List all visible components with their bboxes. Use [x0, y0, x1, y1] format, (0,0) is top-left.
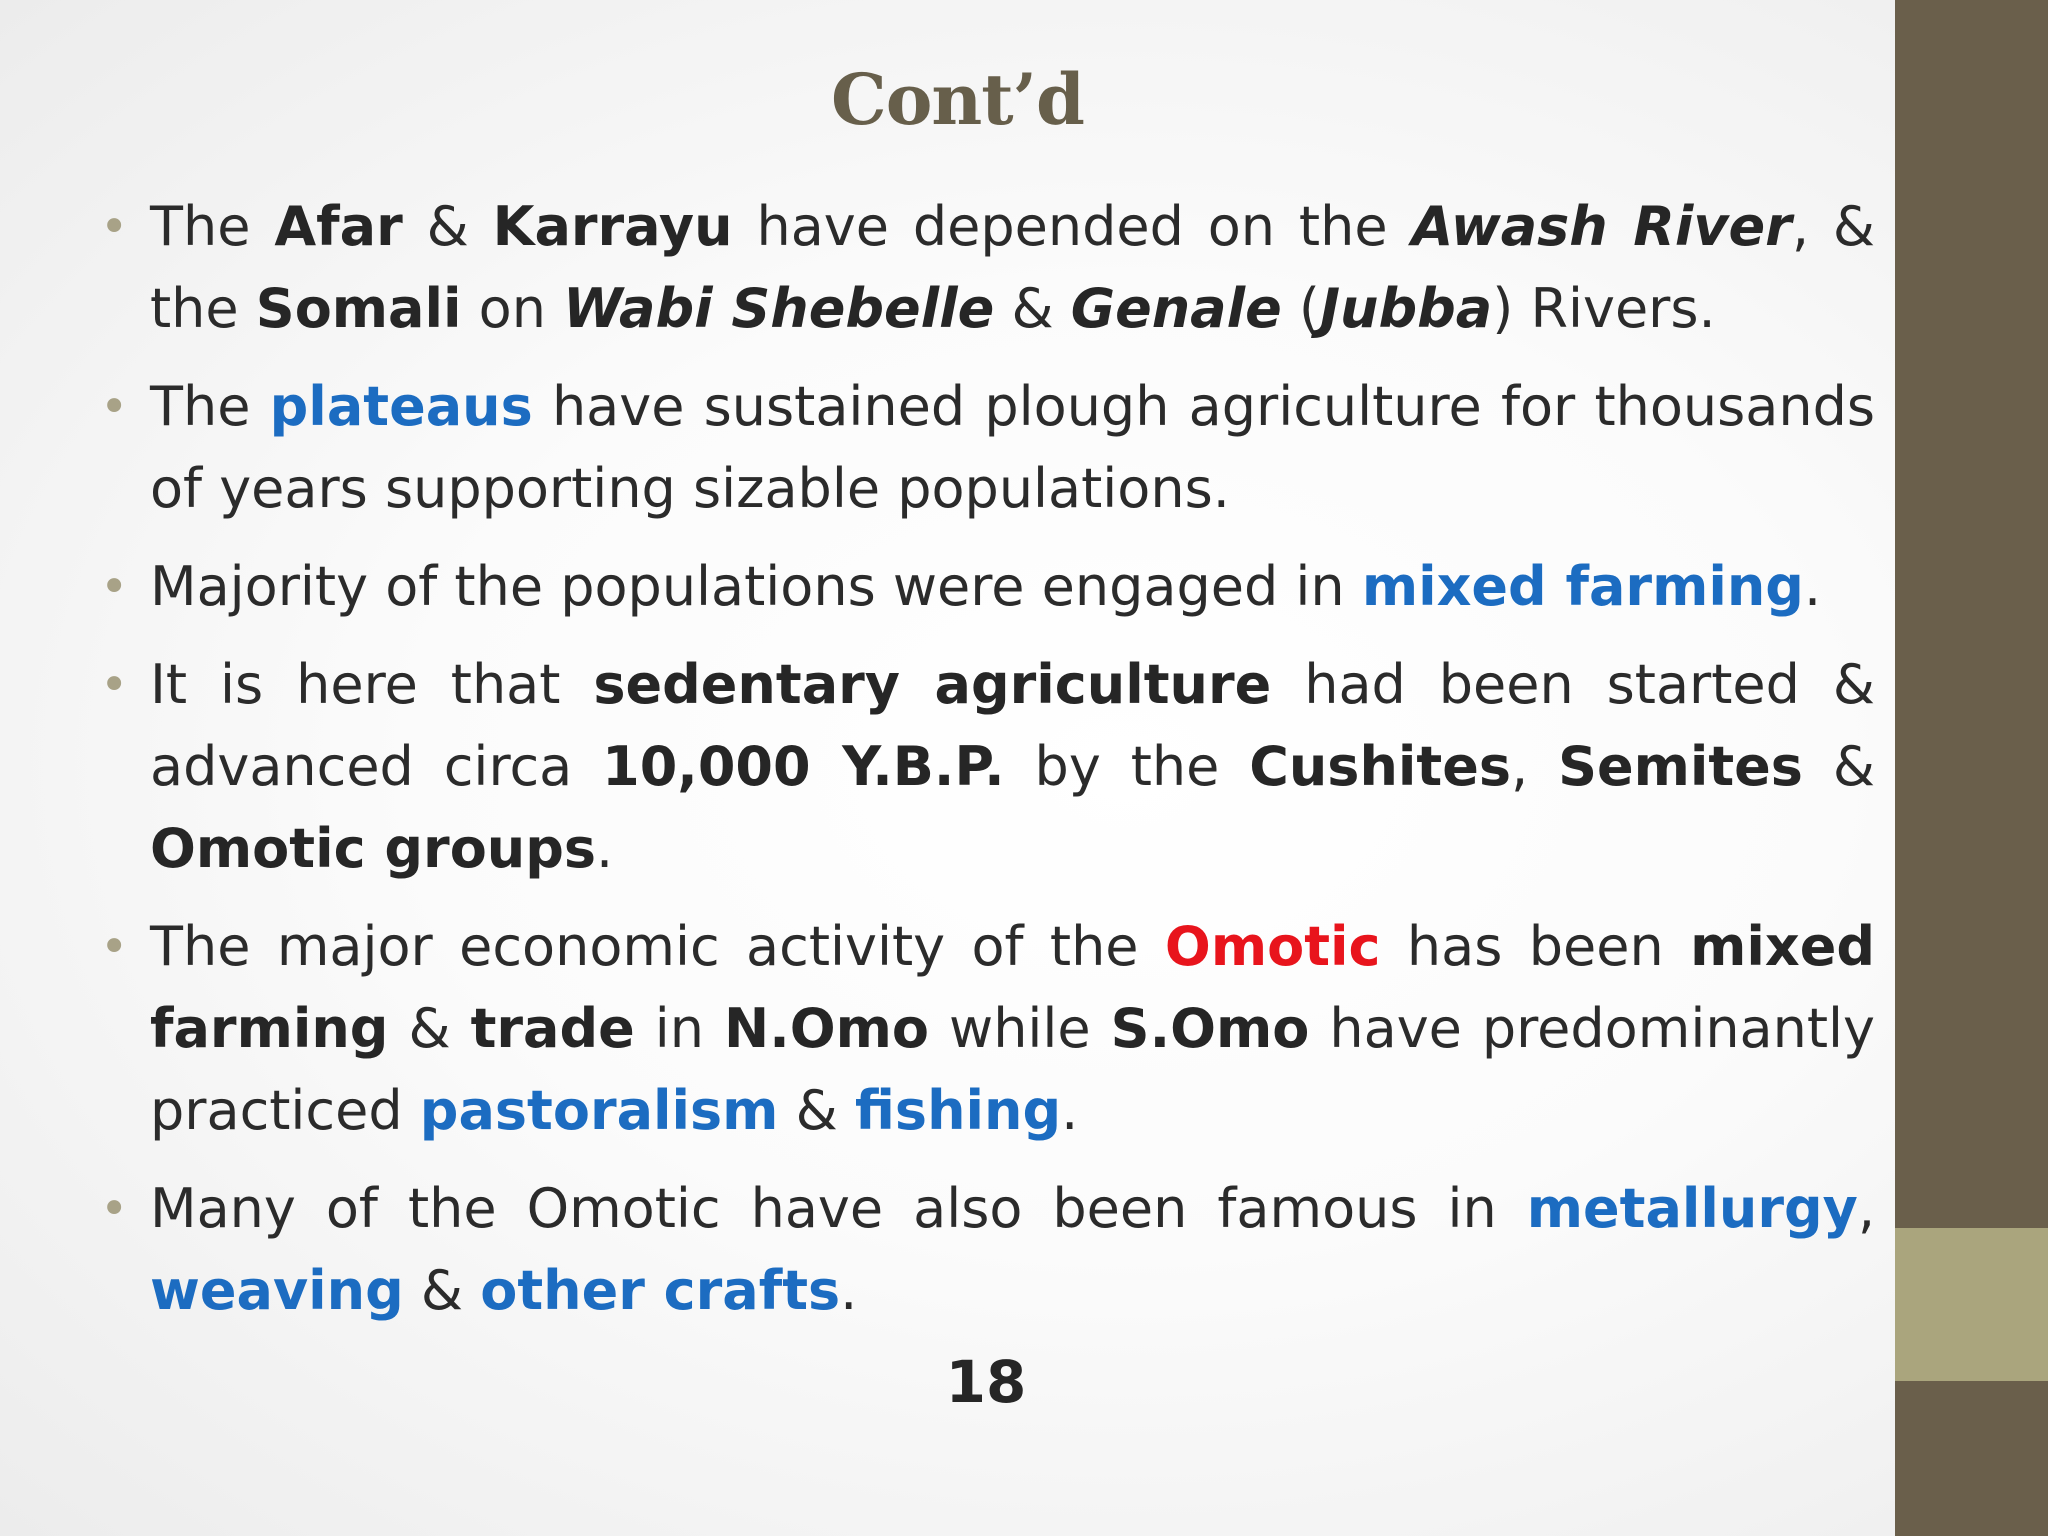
bullet-item — [100, 186, 1875, 350]
bold-italic-text: Jubba — [1319, 277, 1493, 340]
page-number: 18 — [945, 1348, 1027, 1416]
text-run: & — [388, 997, 471, 1060]
text-run: had been started & advanced circa — [150, 653, 1875, 798]
bold-text: Afar — [274, 195, 403, 258]
bold-text: Omotic groups — [150, 817, 597, 880]
text-run: has been — [1380, 915, 1691, 978]
text-run: ( — [1281, 277, 1320, 340]
bold-text: Cushites — [1249, 735, 1511, 798]
text-run: & — [402, 195, 493, 258]
bullet-dot-icon: • — [100, 657, 129, 713]
highlight-blue-text: pastoralism — [419, 1079, 779, 1142]
bullet-item — [100, 906, 1875, 1152]
bold-text: Karrayu — [492, 195, 733, 258]
text-run: on — [461, 277, 564, 340]
bold-italic-text: Genale — [1070, 277, 1282, 340]
bullet-dot-icon: • — [100, 1181, 129, 1237]
bullet-item — [100, 644, 1875, 890]
bold-text: sedentary agriculture — [593, 653, 1272, 716]
bullet-dot-icon: • — [100, 919, 129, 975]
text-run: , — [1510, 735, 1559, 798]
text-run: in — [634, 997, 725, 1060]
text-run: & — [1802, 735, 1875, 798]
highlight-blue-text: weaving — [150, 1259, 404, 1322]
highlight-blue-text: other crafts — [480, 1259, 841, 1322]
bold-text: Somali — [255, 277, 462, 340]
bullet-item — [100, 366, 1875, 530]
bold-italic-text: Awash River — [1411, 195, 1792, 258]
text-run: The major economic activity of the — [150, 915, 1165, 978]
text-run: Majority of the populations were engaged in — [150, 555, 1362, 618]
bullet-dot-icon: • — [100, 379, 129, 435]
text-run: & — [994, 277, 1071, 340]
bullet-item — [100, 546, 1875, 628]
bullet-item — [100, 1168, 1875, 1332]
text-run: while — [929, 997, 1111, 1060]
text-run: , & the — [150, 195, 1875, 340]
text-run: The — [150, 195, 275, 258]
bold-text: mixed farming — [150, 915, 1875, 1060]
text-run: have depended on the — [732, 195, 1412, 258]
bold-text: Semites — [1558, 735, 1803, 798]
text-run: ) Rivers. — [1492, 277, 1716, 340]
text-run: have sustained plough agriculture for thousands of years supporting sizable populations. — [150, 375, 1875, 520]
text-run: by the — [1004, 735, 1250, 798]
text-run: Many of the Omotic have also been famous in — [150, 1177, 1527, 1240]
text-run: . — [1061, 1079, 1079, 1142]
text-run: . — [1803, 555, 1822, 618]
text-run: have predominantly practiced — [150, 997, 1875, 1142]
bold-text: N.Omo — [724, 997, 930, 1060]
slide-title: Cont’d — [831, 58, 1084, 141]
text-run: . — [596, 817, 614, 880]
bullet-list — [100, 186, 1875, 1348]
text-run: It is here that — [150, 653, 594, 716]
bold-text: 10,000 Y.B.P. — [602, 735, 1005, 798]
highlight-red-text: Omotic — [1164, 915, 1381, 978]
bullet-dot-icon: • — [100, 559, 129, 615]
highlight-blue-text: mixed farming — [1361, 555, 1804, 618]
bold-italic-text: Wabi Shebelle — [563, 277, 995, 340]
text-run: . — [840, 1259, 858, 1322]
highlight-blue-text: metallurgy — [1526, 1177, 1858, 1240]
text-run: & — [778, 1079, 855, 1142]
text-run: The — [150, 375, 270, 438]
bullet-dot-icon: • — [100, 199, 129, 255]
bold-text: trade — [470, 997, 635, 1060]
decorative-side-bar — [1895, 0, 2048, 1536]
bold-text: S.Omo — [1110, 997, 1310, 1060]
highlight-blue-text: plateaus — [269, 375, 533, 438]
highlight-blue-text: fishing — [854, 1079, 1062, 1142]
text-run: & — [403, 1259, 481, 1322]
side-bar-accent — [1895, 1228, 2048, 1381]
text-run: , — [1857, 1177, 1875, 1240]
